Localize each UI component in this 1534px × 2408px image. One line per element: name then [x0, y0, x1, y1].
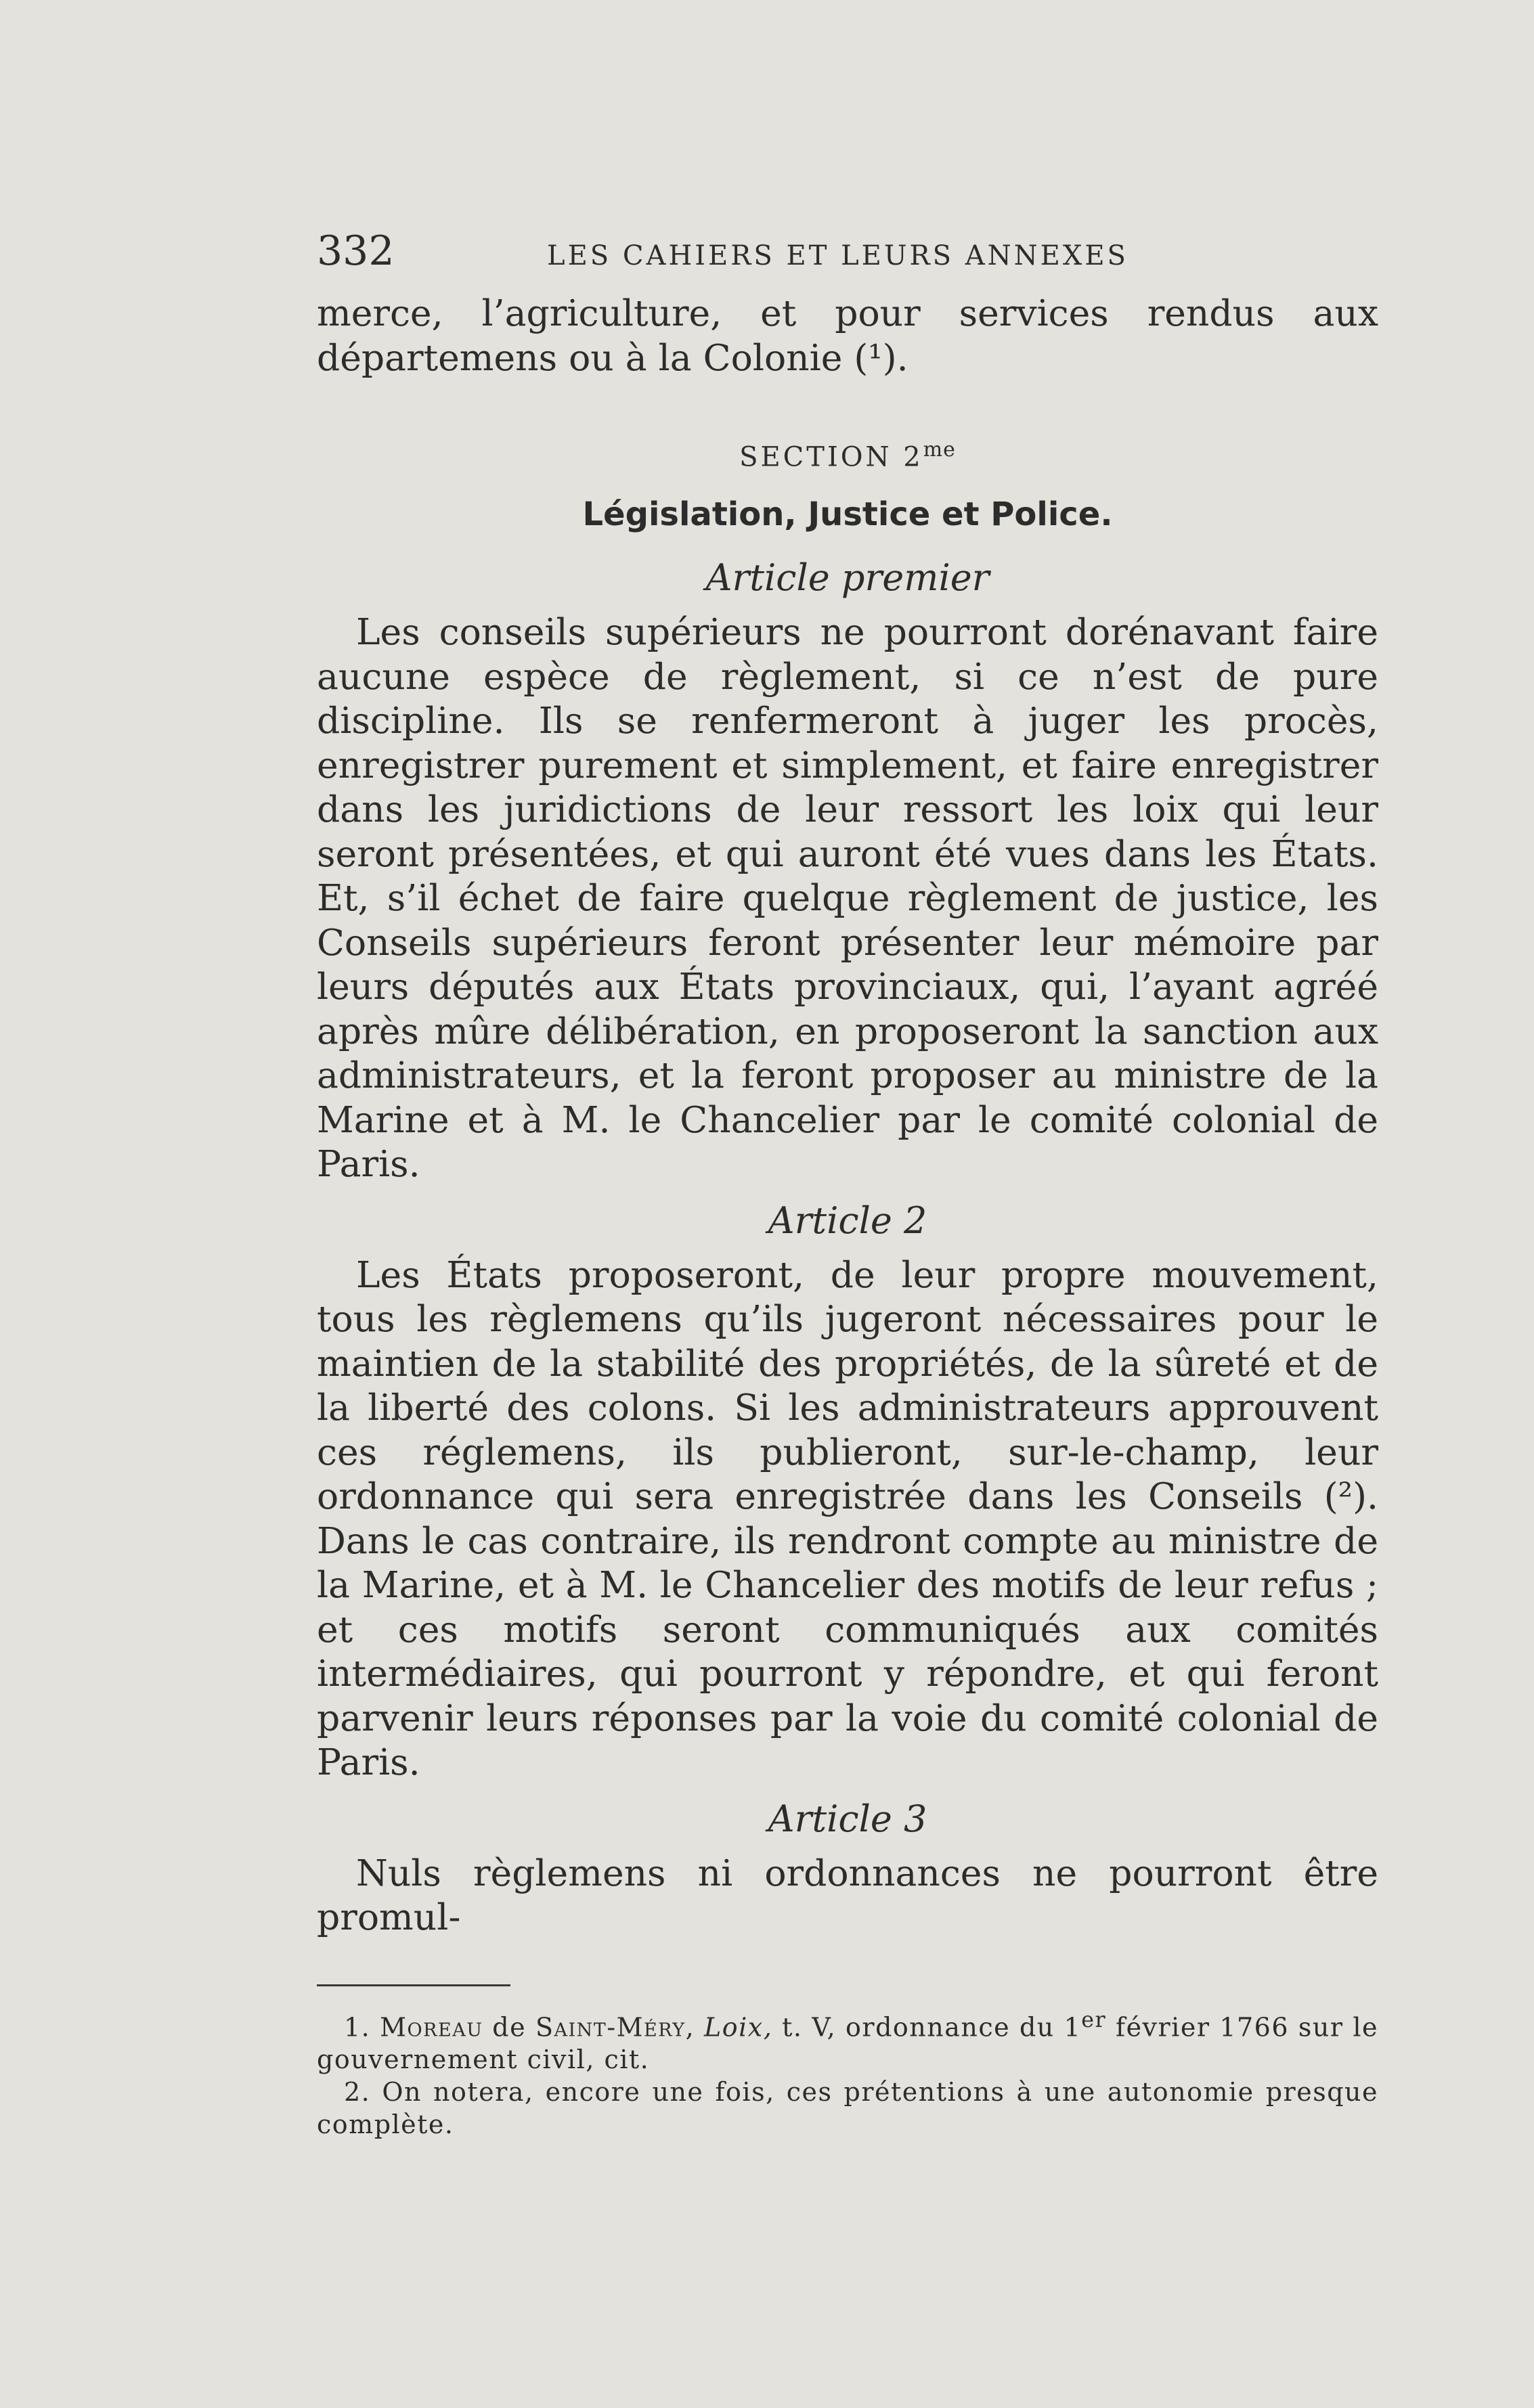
footnote-title: Loix, [704, 2012, 773, 2043]
footnote-author-name: Saint-Méry, [535, 2012, 695, 2043]
article-paragraph: Nuls règlemens ni ordonnances ne pourront être promul- [317, 1851, 1378, 1939]
running-title: LES CAHIERS ET LEURS ANNEXES [547, 240, 1128, 271]
article-heading: Article 3 [768, 1797, 927, 1840]
footnote-particle: de [492, 2012, 527, 2043]
book-page [317, 223, 1378, 2141]
article-paragraph: Les États proposeront, de leur propre mouvement, tous les règlemens qu’ils jugeront nécessaires pour le maintien de la stabilité des propriétés, de la sûreté et de la liberté des colons. Si les administrateurs approuvent ces réglemens, ils publieront, sur-le-champ, leur ordonnance qui sera enregistrée dans les Conseils (²). Dans le cas contraire, ils rendront compte au ministre de la Marine, et à M. le Chancelier des motifs de leur refus ; et ces motifs seront communiqués aux comités intermédiaires, qui pourront y répondre, et qui feront parvenir leurs réponses par la voie du comité colonial de Paris. [317, 1253, 1378, 1784]
footnote-rule [317, 1984, 510, 1986]
article-heading: Article 2 [768, 1199, 927, 1242]
footnote-author: Moreau [380, 2012, 483, 2043]
section-title: Législation, Justice et Police. [582, 495, 1113, 534]
footnote-text: février 1766 sur le gouvernement civil, cit. [317, 2012, 1378, 2075]
continuation-paragraph: merce, l’agriculture, et pour services rendus aux départemens ou à la Colonie (¹). [317, 292, 1378, 379]
article-paragraph: Les conseils supérieurs ne pourront dorénavant faire aucune espèce de règlement, si ce n’est de pure discipline. Ils se renfermeront à juger les procès, enregistrer purement et simplement, et faire enregistrer dans les juridictions de leur ressort les loix qui leur seront présentées, et qui auront été vues dans les États. Et, s’il échet de faire quelque règlement de justice, les Conseils supérieurs feront présenter leur mémoire par leurs députés aux États provinciaux, qui, l’ayant agréé après mûre délibération, en proposeront la sanction aux administrateurs, et la feront proposer au ministre de la Marine et à M. le Chancelier par le comité colonial de Paris. [317, 610, 1378, 1186]
page-number: 332 [317, 227, 395, 275]
article-heading: Article premier [705, 556, 990, 600]
footnote [317, 2004, 1378, 2076]
section-label-sup: me [923, 438, 956, 462]
footnote-sup: er [1081, 2007, 1107, 2032]
footnote-text: t. V, ordonnance du 1 [782, 2012, 1082, 2043]
section-label [317, 430, 1378, 477]
running-head [317, 223, 1378, 277]
section-label-text: SECTION 2 [739, 441, 923, 473]
footnote [317, 2076, 1378, 2141]
footnote-number: 2. [344, 2077, 371, 2108]
footnote-text: On notera, encore une fois, ces prétentions à une autonomie presque complète. [317, 2077, 1378, 2140]
footnote-number: 1. [344, 2012, 371, 2043]
